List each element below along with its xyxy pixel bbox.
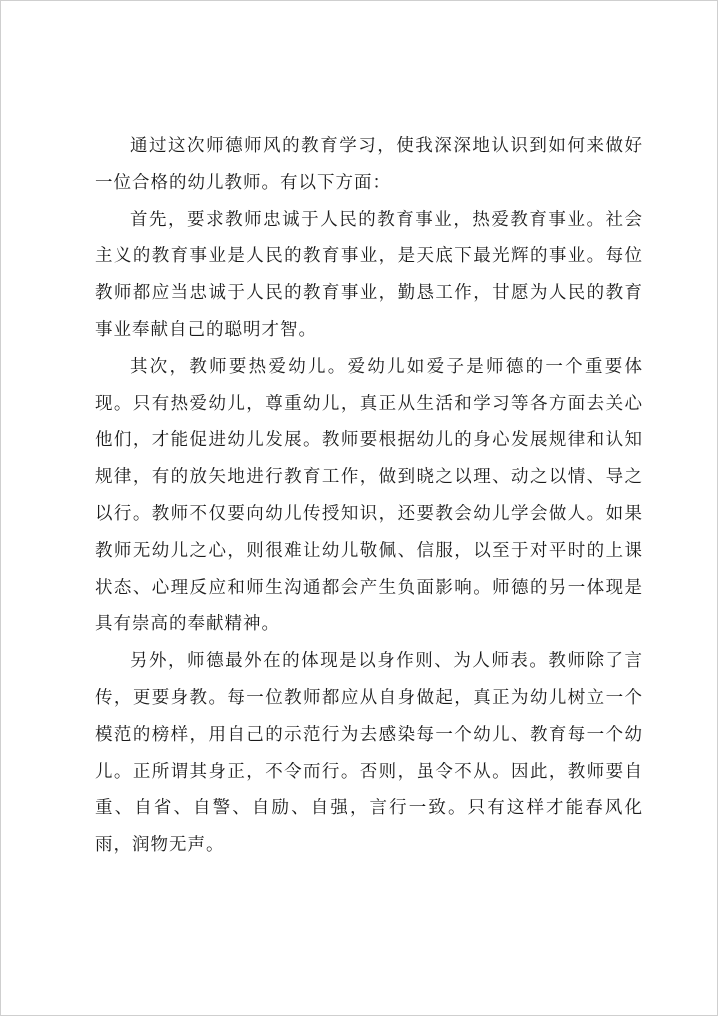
- paragraph-second: 其次，教师要热爱幼儿。爱幼儿如爱子是师德的一个重要体现。只有热爱幼儿，尊重幼儿，真正从生活和学习等各方面去关心他们，才能促进幼儿发展。教师要根据幼儿的身心发展规律和认知规律，有的放矢地进行教育工作，做到晓之以理、动之以情、导之以行。教师不仅要向幼儿传授知识，还要教会幼儿学会做人。如果教师无幼儿之心，则很难让幼儿敬佩、信服，以至于对平时的上课状态、心理反应和师生沟通都会产生负面影响。师德的另一体现是具有崇高的奉献精神。: [95, 356, 643, 635]
- paragraph-third: 另外，师德最外在的体现是以身作则、为人师表。教师除了言传，更要身教。每一位教师都应从自身做起，真正为幼儿树立一个模范的榜样，用自己的示范行为去感染每一个幼儿、教育每一个幼儿。正所谓其身正，不令而行。否则，虽令不从。因此，教师要自重、自省、自警、自励、自强，言行一致。只有这样才能春风化雨，润物无声。: [95, 651, 643, 856]
- paragraph-intro: 通过这次师德师风的教育学习，使我深深地认识到如何来做好一位合格的幼儿教师。有以下方面：: [95, 136, 643, 193]
- document-body: [95, 128, 643, 864]
- paragraph-first: 首先，要求教师忠诚于人民的教育事业，热爱教育事业。社会主义的教育事业是人民的教育事业，是天底下最光辉的事业。每位教师都应当忠诚于人民的教育事业，勤恳工作，甘愿为人民的教育事业奉献自己的聪明才智。: [95, 209, 643, 340]
